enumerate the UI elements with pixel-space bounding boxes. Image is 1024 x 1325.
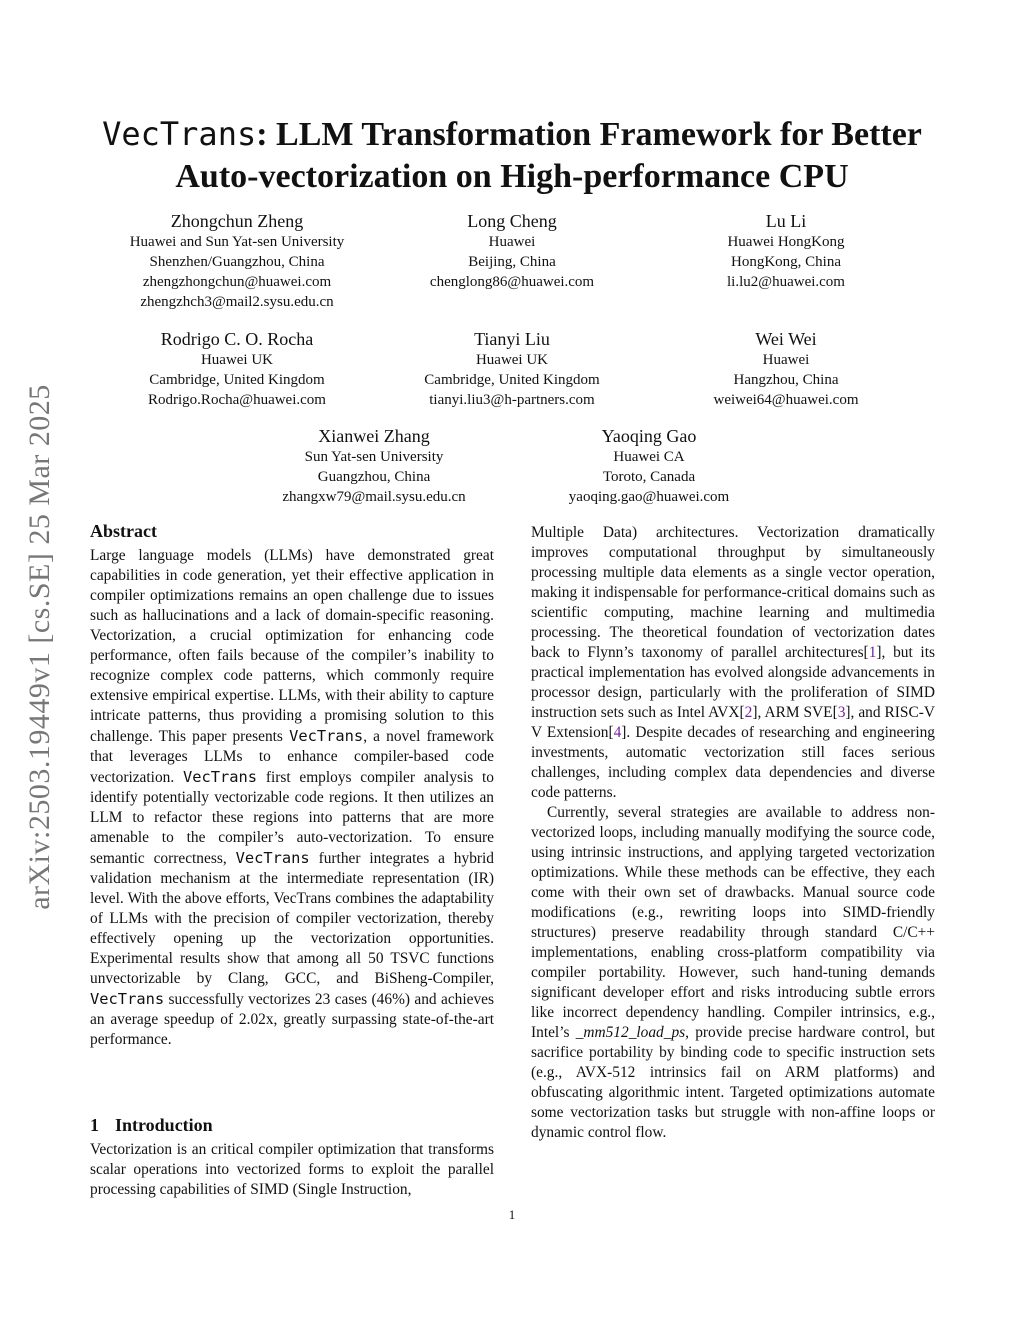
citation-link[interactable]: 4: [613, 724, 622, 741]
author-row-3: [92, 425, 932, 525]
paragraph-text: Currently, several strategies are available to address non-vectorized loops, including manually modifying the source code, using intrinsic instructions, and applying targeted vectorization optimizations. While these methods can be effective, they each come with their own set of drawbacks. Manual source code modifications (e.g., rewriting loops into SIMD-friendly structures) preserve readability through standard C/C++ implementations, enabling cross-platform compatibility via compiler portability. However, such hand-tuning demands significant developer effort and risks introducing subtle errors like incorrect dependency handling. Compiler intrinsics, e.g., Intel’s: [531, 804, 935, 1041]
abstract-heading: Abstract: [90, 521, 157, 541]
system-name: VecTrans: [289, 727, 364, 745]
system-name: VecTrans: [235, 849, 310, 867]
author-name: Wei Wei: [755, 329, 817, 349]
paragraph-text: ]. Despite decades of researching and engineering investments, automatic vectorization still faces serious challenges, including complex data dependencies and diverse code patterns.: [531, 724, 935, 801]
author-location: Cambridge, United Kingdom: [424, 372, 600, 388]
author-name: Tianyi Liu: [474, 329, 550, 349]
author-location: Toroto, Canada: [602, 469, 696, 485]
author-affiliation: Huawei: [488, 234, 536, 250]
abstract-text: , a novel framework that leverages LLMs to enhance compiler-based code vectorization.: [90, 728, 494, 786]
arxiv-identifier: [10, 352, 70, 942]
citation-link[interactable]: 3: [837, 704, 846, 721]
author-name: Long Cheng: [467, 211, 557, 231]
introduction-heading: [90, 1114, 494, 1136]
author-email: tianyi.liu3@h-partners.com: [429, 392, 595, 408]
author-location: Cambridge, United Kingdom: [149, 372, 325, 388]
author-row-2: [92, 328, 932, 428]
author-email: chenglong86@huawei.com: [429, 274, 595, 290]
author-block: [499, 425, 799, 507]
paragraph-text: Multiple Data) architectures. Vectorization dramatically improves computational throughput by simultaneously processing multiple data elements as a single vector operation, making it indispensable for performance-critical domains such as scientific computing, machine learning and multimedia processing. The theoretical foundation of vectorization dates back to Flynn’s taxonomy of parallel architectures[: [531, 524, 935, 661]
author-affiliation: Huawei CA: [613, 449, 685, 465]
title-line-2: Auto-vectorization on High-performance CPU: [175, 158, 849, 195]
introduction-paragraph-1-continued: [531, 523, 935, 803]
abstract-section: [90, 520, 494, 1050]
paragraph-text: ], and RISC-V V Extension[: [531, 704, 935, 741]
section-title: Introduction: [115, 1115, 213, 1135]
abstract-text: further integrates a hybrid validation mechanism at the intermediate representation (IR) level. With the above efforts, VecTrans combines the adaptability of LLMs with the precision of compiler vectorization, thereby effectively opening up the vectorization opportunities. Experimental results show that among all 50 TSVC functions unvectorizable by Clang, GCC, and BiSheng-Compiler,: [90, 850, 494, 987]
author-location: Guangzhou, China: [317, 469, 431, 485]
author-email: weiwei64@huawei.com: [713, 392, 859, 408]
author-email: yaoqing.gao@huawei.com: [568, 489, 730, 505]
author-block: [362, 210, 662, 292]
author-location: Beijing, China: [468, 254, 556, 270]
intrinsic-function-name: _mm512_load_ps: [575, 1024, 686, 1041]
author-affiliation: Huawei: [762, 352, 810, 368]
author-email: zhengzhongchun@huawei.com: [142, 274, 332, 290]
title-system-name: VecTrans: [102, 115, 257, 153]
author-email: Rodrigo.Rocha@huawei.com: [148, 392, 326, 408]
author-email: zhengzhch3@mail2.sysu.edu.cn: [140, 294, 334, 310]
abstract-text: first employs compiler analysis to identify potentially vectorizable code regions. It then utilizes an LLM to refactor these regions into patterns that are more amenable to the compiler’s auto-vectorization. To ensure semantic correctness,: [90, 769, 494, 867]
author-block: [362, 328, 662, 410]
introduction-section: [90, 1114, 494, 1200]
title-line-1: [80, 113, 944, 156]
paragraph-text: ], ARM SVE[: [752, 704, 838, 721]
author-affiliation: Huawei UK: [200, 352, 274, 368]
author-block: [87, 210, 387, 312]
introduction-paragraph-1-start: Vectorization is an critical compiler optimization that transforms scalar operations into vectorized forms to exploit the parallel processing capabilities of SIMD (Single Instruction,: [90, 1141, 494, 1198]
author-location: HongKong, China: [731, 254, 841, 270]
author-email: zhangxw79@mail.sysu.edu.cn: [282, 489, 466, 505]
citation-link[interactable]: 2: [744, 704, 753, 721]
abstract-body: [90, 546, 494, 1050]
paragraph-text: , provide precise hardware control, but sacrifice portability by binding code to specific instruction sets (e.g., AVX-512 intrinsics fail on ARM platforms) and obfuscating algorithmic intent. Targeted optimizations automate some vectorization tasks but struggle with non-affine loops or dynamic control flow.: [531, 1024, 935, 1141]
author-name: Xianwei Zhang: [318, 426, 430, 446]
paper-title: [80, 113, 944, 198]
page-number: 1: [508, 1207, 516, 1222]
author-name: Yaoqing Gao: [601, 426, 697, 446]
author-location: Hangzhou, China: [733, 372, 839, 388]
author-email: li.lu2@huawei.com: [727, 274, 845, 290]
introduction-paragraph-2: [531, 803, 935, 1143]
arxiv-identifier-text: arXiv:2503.19449v1 [cs.SE] 25 Mar 2025: [23, 384, 57, 910]
system-name: VecTrans: [182, 768, 258, 786]
author-affiliation: Huawei UK: [475, 352, 549, 368]
title-line-1-rest: : LLM Transformation Framework for Better: [256, 116, 922, 153]
author-block: [224, 425, 524, 507]
author-row-1: [92, 210, 932, 310]
paragraph-text: ], but its practical implementation has evolved alongside advancements in processor design, particularly with the proliferation of SIMD instruction sets such as Intel AVX[: [531, 644, 935, 721]
abstract-text: successfully vectorizes 23 cases (46%) and achieves an average speedup of 2.02x, greatly surpassing state-of-the-art performance.: [90, 991, 494, 1048]
author-name: Lu Li: [765, 211, 807, 231]
section-number: 1: [90, 1115, 99, 1135]
author-name: Zhongchun Zheng: [170, 211, 304, 231]
author-block: [636, 210, 936, 292]
author-location: Shenzhen/Guangzhou, China: [149, 254, 325, 270]
right-column: [531, 523, 935, 1143]
author-affiliation: Huawei HongKong: [727, 234, 845, 250]
abstract-text: Large language models (LLMs) have demonstrated great capabilities in code generation, yet their effective application in compiler optimizations remains an open challenge due to issues such as hallucinations and a lack of domain-specific reasoning. Vectorization, a crucial optimization for enhancing code performance, often fails because of the compiler’s inability to recognize complex code patterns, which commonly require extensive empirical expertise. LLMs, with their ability to capture intricate patterns, thus providing a promising solution to this challenge. This paper presents: [90, 547, 494, 745]
citation-link[interactable]: 1: [868, 644, 877, 661]
author-name: Rodrigo C. O. Rocha: [160, 329, 314, 349]
author-affiliation: Sun Yat-sen University: [304, 449, 444, 465]
author-block: [636, 328, 936, 410]
system-name: VecTrans: [90, 990, 165, 1008]
author-block: [87, 328, 387, 410]
author-affiliation: Huawei and Sun Yat-sen University: [129, 234, 345, 250]
